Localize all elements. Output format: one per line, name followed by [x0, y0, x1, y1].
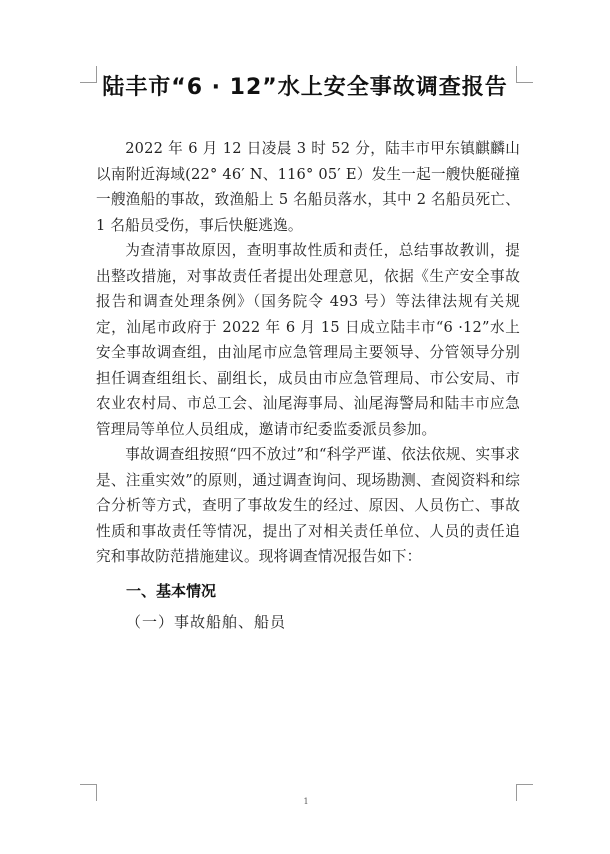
crop-mark-bottom-left: [80, 784, 97, 801]
section-heading: 一、基本情况: [126, 581, 217, 600]
paragraph-3: 事故调查组按照“四不放过”和“科学严谨、依法依规、实事求是、注重实效”的原则，通过调查询问、现场勘测、查阅资料和综合分析等方式，查明了事故发生的经过、原因、人员伤亡、事故性质和事故责任等情况，提出了对相关责任单位、人员的责任追究和事故防范措施建议。现将调查情况报告如下：: [96, 446, 520, 565]
crop-mark-bottom-right: [516, 784, 533, 801]
document-title: 陆丰市“6 · 12”水上安全事故调查报告: [102, 75, 508, 100]
page-number: 1: [303, 797, 309, 806]
paragraph-1: 2022 年 6 月 12 日凌晨 3 时 52 分，陆丰市甲东镇麒麟山以南附近海域(22° 46′ N、116° 05′ E）发生一起一艘快艇碰撞一艘渔船的事故，致渔船上 5 名船员落水，其中 2 名船员死亡、1 名船员受伤，事后快艇逃逸。: [96, 140, 520, 234]
paragraph-2: 为查清事故原因，查明事故性质和责任，总结事故教训，提出整改措施，对事故责任者提出处理意见，依据《生产安全事故报告和调查处理条例》（国务院令 493 号）等法律法规有关规定，汕尾市政府于 2022 年 6 月 15 日成立陆丰市“6 ·12”水上安全事故调查组，由汕尾市应急管理局主要领导、分管领导分别担任调查组组长、副组长，成员由市应急管理局、市公安局、市农业农村局、市总工会、汕尾海事局、汕尾海警局和陆丰市应急管理局等单位人员组成，邀请市纪委监委派员参加。: [96, 242, 520, 438]
subsection-heading: （一）事故船舶、船员: [126, 612, 287, 631]
document-body: [96, 136, 520, 636]
